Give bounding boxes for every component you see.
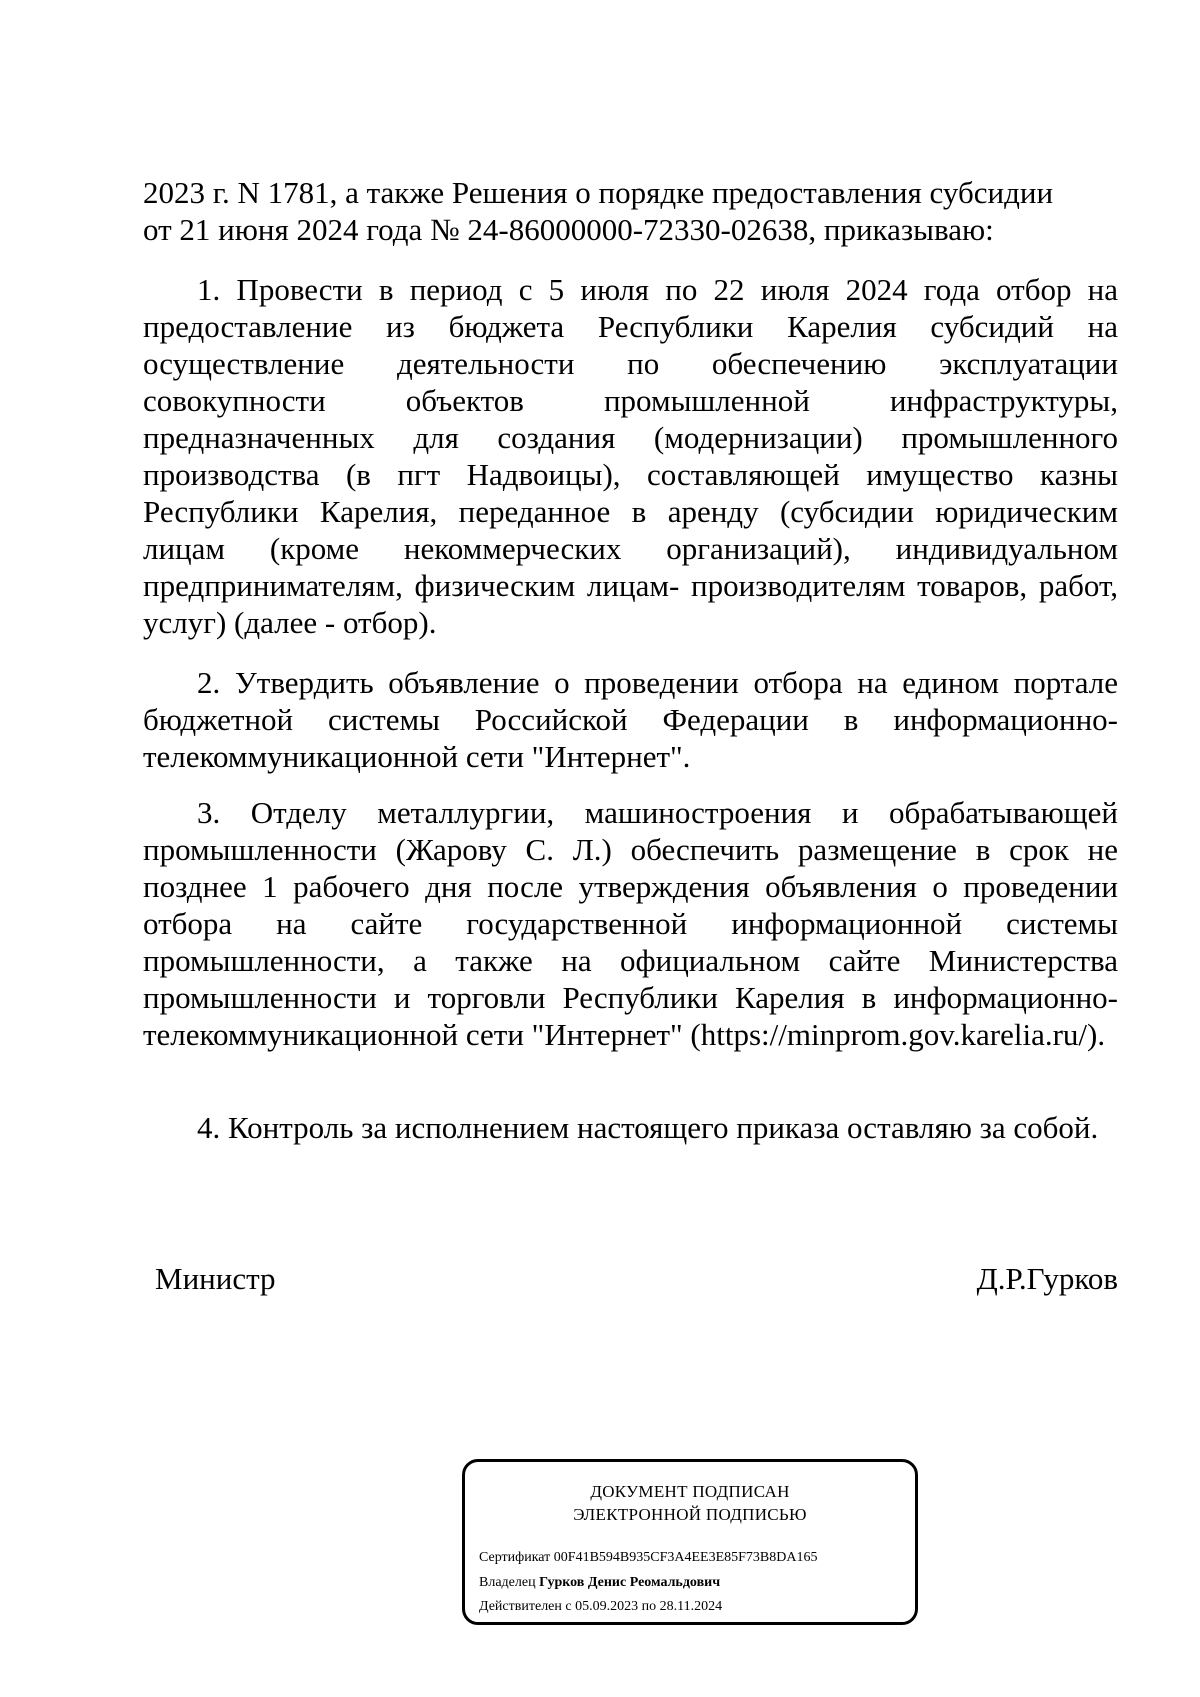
owner-label: Владелец (479, 1575, 536, 1590)
intro-line-1: 2023 г. N 1781, а также Решения о порядке предоставления субсидии (143, 175, 1054, 210)
stamp-owner (479, 1574, 720, 1592)
stamp-validity (479, 1598, 722, 1616)
signer-name: Д.Р.Гурков (976, 1261, 1118, 1296)
owner-value: Гурков Денис Реомальдович (539, 1575, 721, 1590)
certificate-label: Сертификат (479, 1550, 551, 1565)
signer-position: Министр (155, 1261, 276, 1296)
valid-to: 28.11.2024 (659, 1599, 723, 1614)
paragraph-3: 3. Отделу металлургии, машиностроения и обрабатывающей промышленности (Жарову С. Л.) обеспечить размещение в срок не позднее 1 рабочего дня после утверждения объявления о проведении отбора на сайте государственной информационной системы промышленности, а также на официальном сайте Министерства промышленности и торговли Республики Карелия в информационно-телекоммуникационной сети "Интернет" (https://minprom.gov.karelia.ru/). (143, 795, 1118, 1052)
valid-to-label: по (641, 1599, 657, 1614)
paragraph-4: 4. Контроль за исполнением настоящего приказа оставляю за собой. (197, 1110, 1099, 1145)
paragraph-2: 2. Утвердить объявление о проведении отбора на едином портале бюджетной системы Российской Федерации в информационно-телекоммуникационной сети "Интернет". (143, 665, 1118, 774)
intro-text (143, 174, 1118, 248)
stamp-title-line-1: ДОКУМЕНТ ПОДПИСАН (590, 1482, 790, 1501)
intro-line-2: от 21 июня 2024 года № 24-86000000-72330-02638, приказываю: (143, 212, 994, 247)
valid-label: Действителен с (479, 1599, 572, 1614)
stamp-title-line-2: ЭЛЕКТРОННОЙ ПОДПИСЬЮ (573, 1505, 807, 1524)
valid-from: 05.09.2023 (575, 1599, 639, 1614)
signature-row (155, 1260, 1118, 1297)
stamp-certificate (479, 1549, 817, 1567)
paragraph-1: 1. Провести в период с 5 июля по 22 июля 2024 года отбор на предоставление из бюджета Республики Карелия субсидий на осуществление деятельности по обеспечению эксплуатации совокупности объектов промышленной инфраструктуры, предназначенных для создания (модернизации) промышленного производства (в пгт Надвоицы), составляющей имущество казны Республики Карелия, переданное в аренду (субсидии юридическим лицам (кроме некоммерческих организаций), индивидуальном предпринимателям, физическим лицам- производителям товаров, работ, услуг) (далее - отбор). (143, 272, 1118, 640)
certificate-value: 00F41B594B935CF3A4EE3E85F73B8DA165 (553, 1550, 818, 1565)
e-signature-stamp (462, 1459, 918, 1625)
stamp-title (465, 1480, 915, 1526)
